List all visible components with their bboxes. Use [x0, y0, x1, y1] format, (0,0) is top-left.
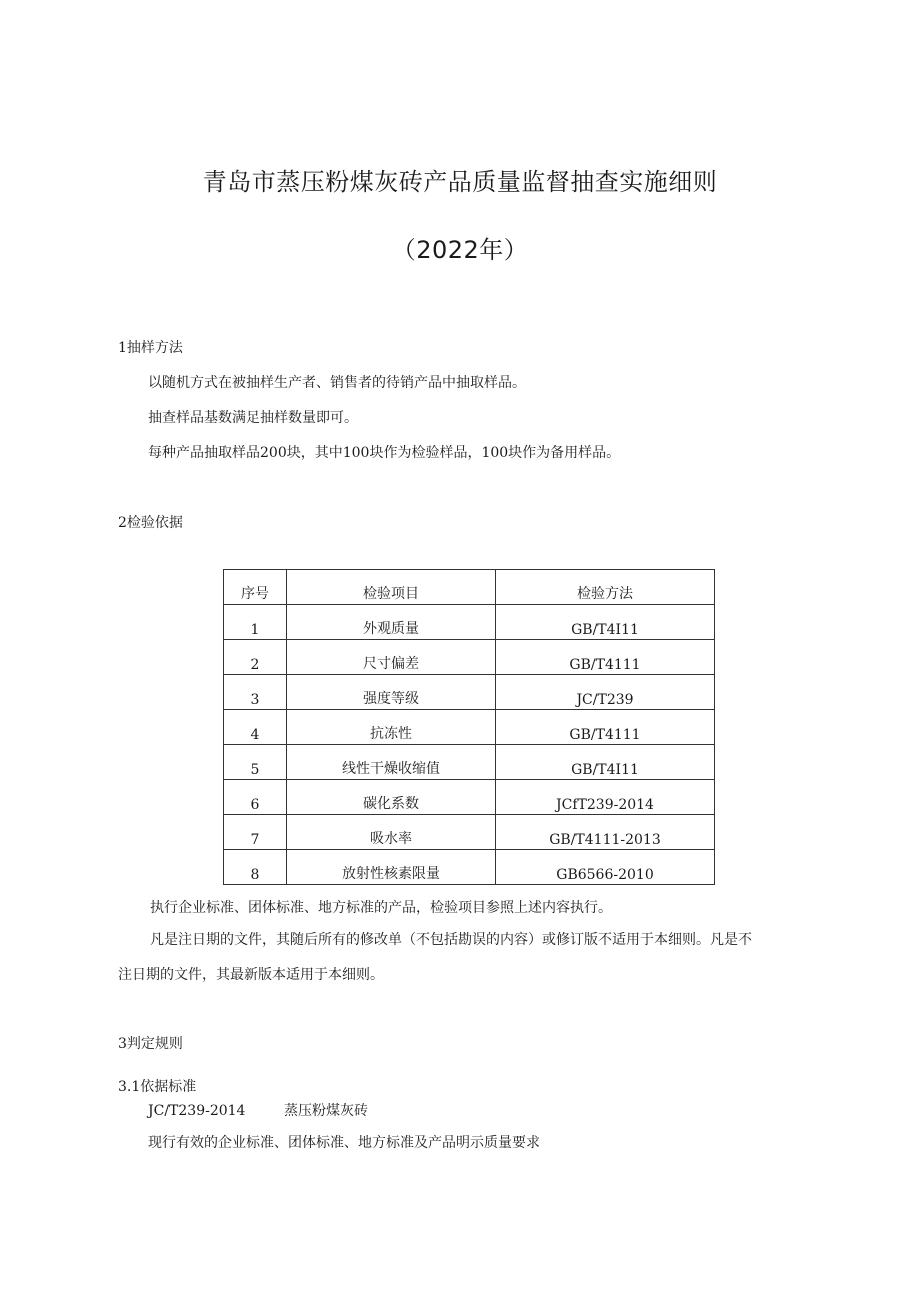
cell-index: 3 [224, 675, 287, 710]
cell-index: 6 [224, 780, 287, 815]
cell-item: 抗冻性 [287, 710, 496, 745]
header-cell-method: 检验方法 [496, 570, 715, 605]
cell-index: 4 [224, 710, 287, 745]
document-title: 青岛市蒸压粉煤灰砖产品质量监督抽查实施细则 [202, 168, 718, 196]
table-row [224, 710, 715, 745]
cell-item: 线性干燥收缩值 [287, 745, 496, 780]
section-3-1-heading: 3.1依据标准 [118, 1079, 197, 1095]
cell-method: GB/T4111-2013 [496, 815, 715, 850]
section-2-heading: 2检验依据 [118, 515, 183, 531]
cell-item: 尺寸偏差 [287, 640, 496, 675]
cell-item: 放射性核素限量 [287, 850, 496, 885]
section-1-heading: 1抽样方法 [118, 340, 183, 356]
cell-index: 2 [224, 640, 287, 675]
section-1-paragraph-1: 以随机方式在被抽样生产者、销售者的待销产品中抽取样品。 [148, 375, 526, 391]
inspection-basis-table [223, 569, 715, 885]
table-row [224, 850, 715, 885]
table-row [224, 780, 715, 815]
cell-item: 强度等级 [287, 675, 496, 710]
cell-method: GB6566-2010 [496, 850, 715, 885]
table-row [224, 605, 715, 640]
table-row [224, 640, 715, 675]
cell-index: 8 [224, 850, 287, 885]
cell-method: GB/T4111 [496, 640, 715, 675]
section-1-paragraph-2: 抽查样品基数满足抽样数量即可。 [148, 410, 358, 426]
table-header-row [224, 570, 715, 605]
cell-item: 吸水率 [287, 815, 496, 850]
cell-method: GB/T4I11 [496, 745, 715, 780]
section-2-paragraph-1: 执行企业标准、团体标准、地方标准的产品，检验项目参照上述内容执行。 [150, 900, 612, 916]
cell-method: GB/T4111 [496, 710, 715, 745]
table-row [224, 745, 715, 780]
standard-name: 蒸压粉煤灰砖 [284, 1103, 368, 1119]
section-3-1-paragraph: 现行有效的企业标准、团体标准、地方标准及产品明示质量要求 [148, 1135, 540, 1151]
document-year: （2022年） [391, 236, 529, 264]
cell-method: JCfT239-2014 [496, 780, 715, 815]
cell-item: 外观质量 [287, 605, 496, 640]
table-row [224, 815, 715, 850]
cell-index: 7 [224, 815, 287, 850]
section-1-paragraph-3: 每种产品抽取样品200块，其中100块作为检验样品，100块作为备用样品。 [148, 445, 621, 461]
header-cell-index: 序号 [224, 570, 287, 605]
table-row [224, 675, 715, 710]
section-2-paragraph-2-line-2: 注日期的文件，其最新版本适用于本细则。 [118, 967, 384, 983]
cell-method: GB/T4I11 [496, 605, 715, 640]
header-cell-item: 检验项目 [287, 570, 496, 605]
cell-index: 1 [224, 605, 287, 640]
section-3-heading: 3判定规则 [118, 1036, 183, 1052]
cell-index: 5 [224, 745, 287, 780]
cell-method: JC/T239 [496, 675, 715, 710]
cell-item: 碳化系数 [287, 780, 496, 815]
section-2-paragraph-2-line-1: 凡是注日期的文件，其随后所有的修改单（不包括勘误的内容）或修订版不适用于本细则。凡是不 [150, 932, 752, 948]
standard-code: JC/T239-2014 [148, 1103, 246, 1119]
